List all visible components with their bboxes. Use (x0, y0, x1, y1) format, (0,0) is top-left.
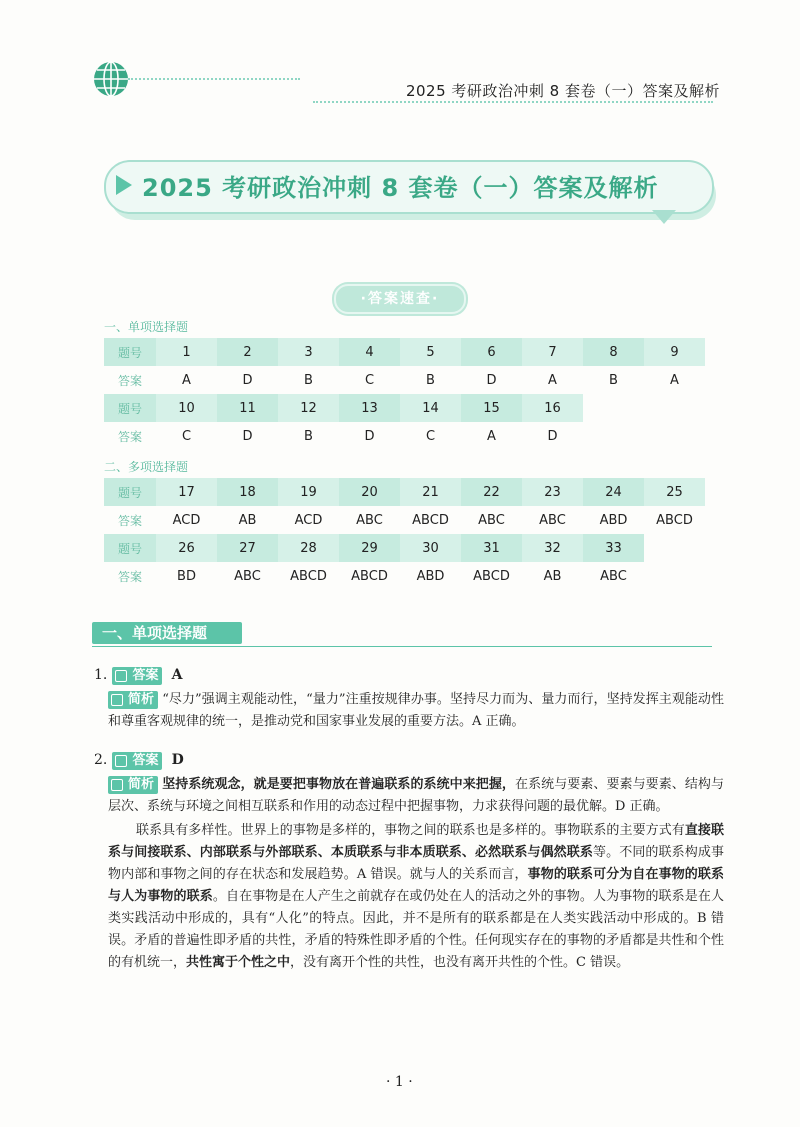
answer-tag: 答案 (112, 752, 162, 770)
quick-answer-title: ·答案速查· (334, 284, 466, 314)
question-number-cell: 16 (522, 394, 583, 422)
brief-tag: 简析 (108, 691, 158, 709)
analysis-text: 联系具有多样性。世界上的事物是多样的，事物之间的联系也是多样的。事物联系的主要方式有 (136, 823, 685, 838)
question-number-row (104, 478, 705, 506)
answer-cell: B (609, 372, 618, 388)
question-number-row (104, 534, 705, 562)
question-number-cell: 2 (217, 338, 278, 366)
empty-cell (644, 534, 705, 562)
analysis-text: ，没有离开个性的共性，也没有离开共性的个性。C 错误。 (290, 955, 630, 970)
question-number: 2. (94, 752, 108, 768)
empty-cell (644, 422, 705, 450)
row-label-answer: 答案 (117, 513, 142, 528)
answer-cell: ABCD (473, 568, 510, 584)
analysis-text: 等。不同的联系构成事物内部和事物之间的存在状态和发展趋势。A 错误。就与人的关系而言， (108, 845, 724, 882)
question-2-answer (94, 749, 184, 770)
row-label-question: 题号 (104, 394, 156, 422)
answer-cell: AB (238, 512, 257, 528)
answer-cell: BD (177, 568, 196, 584)
analysis-text: 。自在事物是在人产生之前就存在或仍处在人的活动之外的事物。人为事物的联系是在人类实践活动中形成的，具有“人化”的特点。因此，并不是所有的联系都是在人类实践活动中形成的。B 错误。矛盾的普遍性即矛盾的共性，矛盾的特殊性即矛盾的个性。任何现实存在的事物的矛盾都是共性和个性的有机统一， (108, 889, 724, 970)
answer-cell: D (242, 428, 253, 444)
answer-cell: AB (543, 568, 562, 584)
section-heading: 一、单项选择题 (92, 622, 242, 644)
question-number-cell: 5 (400, 338, 461, 366)
question-number-cell: 19 (278, 478, 339, 506)
answer-cell: ABCD (412, 512, 449, 528)
answer-cell: D (364, 428, 375, 444)
answer-cell: ACD (172, 512, 201, 528)
row-label-question: 题号 (104, 478, 156, 506)
question-number-cell: 1 (156, 338, 217, 366)
question-number-cell: 3 (278, 338, 339, 366)
answer-cell: ABC (539, 512, 566, 528)
question-number-cell: 31 (461, 534, 522, 562)
brief-text: 在系统与要素、要素与要素、结构与层次、系统与环境之间相互联系和作用的动态过程中把握事物，力求获得问题的最优解。D 正确。 (108, 777, 724, 814)
analysis-bold: 事物的联系可分为自在事物的联系与人为事物的联系 (108, 867, 724, 904)
answer-cell: B (304, 428, 313, 444)
question-number-cell: 25 (644, 478, 705, 506)
answer-row (104, 422, 705, 450)
question-1-brief (108, 689, 724, 733)
question-number-cell: 15 (461, 394, 522, 422)
page-title: 2025 考研政治冲刺 8 套卷（一）答案及解析 (142, 174, 659, 202)
answer-cell: ABC (356, 512, 383, 528)
multi-choice-label: 二、多项选择题 (104, 460, 189, 474)
question-number: 1. (94, 667, 108, 683)
question-number-cell: 30 (400, 534, 461, 562)
question-number-cell: 12 (278, 394, 339, 422)
header-rule-right (313, 101, 713, 103)
empty-cell (644, 394, 705, 422)
answer-cell: D (486, 372, 497, 388)
question-number-cell: 14 (400, 394, 461, 422)
question-number-cell: 13 (339, 394, 400, 422)
globe-logo-icon (92, 60, 130, 98)
analysis-bold: 共性寓于个性之中 (186, 955, 291, 970)
question-number-row (104, 338, 705, 366)
answer-cell: D (547, 428, 558, 444)
empty-cell (644, 562, 705, 590)
question-number-cell: 29 (339, 534, 400, 562)
answer-cell: ABCD (656, 512, 693, 528)
answer-cell: A (182, 372, 191, 388)
answer-row (104, 562, 705, 590)
question-number-cell: 17 (156, 478, 217, 506)
answer-cell: ABC (600, 568, 627, 584)
empty-cell (583, 422, 644, 450)
answer-tag: 答案 (112, 667, 162, 685)
question-2-brief (108, 774, 724, 974)
running-header-title: 2025 考研政治冲刺 8 套卷（一）答案及解析 (405, 82, 720, 100)
answer-cell: A (487, 428, 496, 444)
row-label-answer: 答案 (117, 373, 142, 388)
question-number-cell: 4 (339, 338, 400, 366)
empty-cell (583, 394, 644, 422)
question-number-cell: 6 (461, 338, 522, 366)
single-choice-table (104, 338, 705, 450)
answer-value: A (171, 667, 183, 683)
answer-cell: ABD (599, 512, 628, 528)
answer-row (104, 366, 705, 394)
answer-cell: B (426, 372, 435, 388)
question-number-cell: 11 (217, 394, 278, 422)
question-number-cell: 18 (217, 478, 278, 506)
question-number-cell: 33 (583, 534, 644, 562)
question-number-cell: 24 (583, 478, 644, 506)
answer-cell: ACD (294, 512, 323, 528)
analysis-paragraph (108, 820, 724, 974)
question-number-cell: 28 (278, 534, 339, 562)
multi-choice-table (104, 478, 705, 590)
question-number-cell: 9 (644, 338, 705, 366)
brief-text: “尽力”强调主观能动性，“量力”注重按规律办事。坚持尽力而为、量力而行，坚持发挥主观能动性和尊重客观规律的统一，是推动党和国家事业发展的重要方法。A 正确。 (108, 692, 724, 729)
answer-cell: ABCD (351, 568, 388, 584)
answer-cell: D (242, 372, 253, 388)
row-label-answer: 答案 (117, 569, 142, 584)
single-choice-label: 一、单项选择题 (104, 320, 189, 334)
answer-cell: B (304, 372, 313, 388)
answer-cell: C (181, 428, 192, 444)
question-number-cell: 20 (339, 478, 400, 506)
answer-row (104, 506, 705, 534)
question-number-cell: 32 (522, 534, 583, 562)
row-label-question: 题号 (104, 338, 156, 366)
brief-bold-text: 坚持系统观念，就是要把事物放在普遍联系的系统中来把握， (162, 777, 515, 792)
banner-tail (652, 210, 676, 224)
answer-value: D (171, 752, 184, 768)
row-label-answer: 答案 (117, 429, 142, 444)
answer-cell: C (425, 428, 436, 444)
question-number-row (104, 394, 705, 422)
play-arrow-icon (116, 175, 132, 195)
answer-cell: A (548, 372, 557, 388)
answer-cell: ABC (234, 568, 261, 584)
answer-cell: ABD (416, 568, 445, 584)
answer-cell: ABC (478, 512, 505, 528)
section-rule (92, 646, 712, 647)
answer-cell: ABCD (290, 568, 327, 584)
page-number: · 1 · (386, 1074, 413, 1090)
question-number-cell: 22 (461, 478, 522, 506)
question-1-answer (94, 664, 182, 685)
analysis-bold: 直接联系与间接联系、内部联系与外部联系、本质联系与非本质联系、必然联系与偶然联系 (108, 823, 724, 860)
question-number-cell: 7 (522, 338, 583, 366)
question-number-cell: 21 (400, 478, 461, 506)
question-number-cell: 27 (217, 534, 278, 562)
answer-cell: C (364, 372, 375, 388)
question-number-cell: 10 (156, 394, 217, 422)
question-number-cell: 26 (156, 534, 217, 562)
brief-tag: 简析 (108, 776, 158, 794)
answer-cell: A (670, 372, 679, 388)
row-label-question: 题号 (104, 534, 156, 562)
question-number-cell: 23 (522, 478, 583, 506)
header-rule (128, 78, 300, 80)
question-number-cell: 8 (583, 338, 644, 366)
